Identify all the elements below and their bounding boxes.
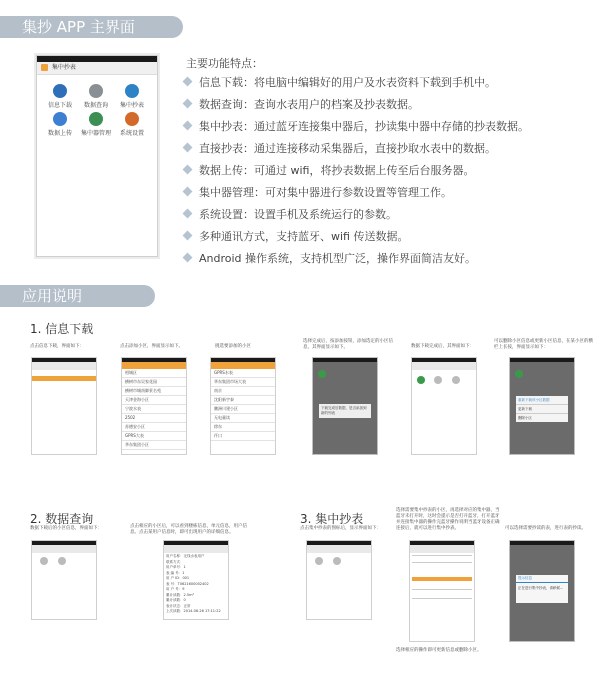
list-item[interactable]: 横树市城南御景名苑 bbox=[122, 387, 186, 396]
orange-row bbox=[412, 577, 472, 581]
screen-step1-6 bbox=[509, 357, 575, 455]
detail-row: 表 编 号：1 bbox=[166, 570, 185, 575]
screen-step1-4 bbox=[312, 357, 378, 455]
icon-label: 集中器管理 bbox=[81, 130, 112, 137]
manage-icon bbox=[89, 112, 103, 126]
step3-caption-1: 点击集中抄表的图标后，显示界面如下： bbox=[300, 526, 381, 531]
list-item[interactable]: 沈阳新宇泰 bbox=[211, 396, 275, 405]
detail-row: 联系方式： bbox=[166, 559, 184, 564]
icon-label: 数据上传 bbox=[47, 130, 72, 137]
list-item[interactable]: 天津金海小区 bbox=[122, 396, 186, 405]
selected-row bbox=[32, 376, 96, 381]
list-item[interactable]: 宁波水表 bbox=[122, 405, 186, 414]
feature-item bbox=[184, 228, 408, 244]
feature-text: 信息下载：将电脑中编辑好的用户及水表资料下载到手机中。 bbox=[199, 76, 496, 89]
list-item[interactable]: GPRS水表 bbox=[211, 369, 275, 378]
feature-item bbox=[184, 118, 529, 134]
diamond-bullet-icon bbox=[183, 99, 193, 109]
screen-step1-5 bbox=[411, 357, 477, 455]
gray-icon bbox=[40, 557, 48, 565]
menu-item[interactable]: 更新下载 bbox=[516, 405, 568, 414]
list-item[interactable]: 华东集团小区 bbox=[122, 441, 186, 450]
feature-text: 数据上传：可通过 wifi，将抄表数据上传至后台服务器。 bbox=[199, 164, 475, 177]
list-item[interactable]: 横树市东吴家花园 bbox=[122, 378, 186, 387]
icon-data-upload[interactable] bbox=[45, 112, 75, 137]
screen-step3-1 bbox=[306, 540, 372, 620]
menu-item[interactable]: 重新下载该小区数据 bbox=[516, 396, 568, 405]
screen-step1-1 bbox=[31, 357, 97, 455]
step1-caption-3: 挑选要添加的小区 bbox=[215, 344, 251, 349]
screen-titlebar bbox=[412, 362, 476, 370]
status-bar bbox=[313, 358, 377, 362]
icon-label: 集中抄表 bbox=[119, 102, 144, 109]
section-header-usage bbox=[0, 285, 155, 307]
screen-titlebar bbox=[32, 362, 96, 370]
screen-step2-1 bbox=[31, 540, 97, 620]
query-icon bbox=[89, 84, 103, 98]
icon-info-download[interactable] bbox=[45, 84, 75, 109]
feature-item bbox=[184, 74, 496, 90]
detail-row: 上次读数：2014-06-26 17:11:22 bbox=[166, 609, 221, 613]
download-icon bbox=[53, 84, 67, 98]
step3-caption-3: 可以选择需要抄读的表，进行表的抄读。 bbox=[505, 526, 586, 531]
detail-row: 用户名称：无线水表用户 bbox=[166, 554, 205, 558]
concentrator-icon bbox=[125, 84, 139, 98]
step1-title: 1. 信息下载 bbox=[30, 322, 94, 336]
feature-item bbox=[184, 250, 476, 266]
icon-label: 信息下载 bbox=[47, 102, 72, 109]
screen-titlebar bbox=[32, 545, 96, 553]
feature-text: 多种通讯方式，支持蓝牙、wifi 传送数据。 bbox=[199, 230, 409, 243]
context-menu bbox=[516, 396, 568, 422]
dialog-text: 正在进行集中抄表，请稍候... bbox=[518, 586, 564, 590]
icon-concentrator-read[interactable] bbox=[117, 84, 147, 109]
list-item[interactable]: 无电量读 bbox=[211, 414, 275, 423]
diamond-bullet-icon bbox=[183, 209, 193, 219]
gray-icon bbox=[452, 376, 460, 384]
upload-icon bbox=[53, 112, 67, 126]
list-item[interactable]: 华东集团市场大表 bbox=[211, 378, 275, 387]
step2-title: 2. 数据查询 bbox=[30, 512, 94, 526]
list-item[interactable]: 徐东 bbox=[211, 423, 275, 432]
list-header bbox=[211, 362, 275, 369]
step1-caption-2: 点击添加小区，界面显示如下。 bbox=[120, 344, 183, 349]
green-icon bbox=[417, 376, 425, 384]
diamond-bullet-icon bbox=[183, 121, 193, 131]
diamond-bullet-icon bbox=[183, 77, 193, 87]
icon-label: 系统设置 bbox=[119, 130, 144, 137]
feature-item bbox=[184, 206, 397, 222]
step2-caption-1: 数据下载后的小区信息，界面如下： bbox=[30, 526, 102, 531]
detail-row: 用 户 号：9 bbox=[166, 587, 185, 591]
screen-titlebar bbox=[307, 545, 371, 553]
screen-step1-3 bbox=[210, 357, 276, 455]
green-icon bbox=[515, 370, 523, 378]
diamond-bullet-icon bbox=[183, 143, 193, 153]
screen-step2-2 bbox=[163, 540, 229, 620]
features-heading bbox=[186, 55, 263, 71]
detail-row: 用户单号：1 bbox=[166, 565, 186, 569]
screen-titlebar bbox=[410, 545, 474, 553]
status-bar bbox=[510, 541, 574, 545]
list-header bbox=[122, 362, 186, 369]
icon-system-settings[interactable] bbox=[117, 112, 147, 137]
dialog-box bbox=[319, 404, 371, 418]
diamond-bullet-icon bbox=[183, 187, 193, 197]
feature-item bbox=[184, 96, 419, 112]
screen-titlebar bbox=[164, 545, 228, 553]
screen-step1-2 bbox=[121, 357, 187, 455]
feature-text: 系统设置：设置手机及系统运行的参数。 bbox=[199, 208, 397, 221]
section-title: 集抄 APP 主界面 bbox=[22, 18, 135, 36]
step1-caption-6: 可以删除小区信息或更新小区信息，在某小区的横栏上长按，界面显示如下： bbox=[494, 339, 593, 350]
step3-caption-4: 选择相应的操作即可更新信息或删除小区。 bbox=[396, 648, 482, 653]
diamond-bullet-icon bbox=[183, 165, 193, 175]
feature-text: 集中器管理：可对集中器进行参数设置等管理工作。 bbox=[199, 186, 452, 199]
gray-icon bbox=[315, 557, 323, 565]
feature-item bbox=[184, 184, 452, 200]
features-heading-text: 主要功能特点： bbox=[186, 57, 263, 70]
diamond-bullet-icon bbox=[183, 253, 193, 263]
app-logo-icon bbox=[41, 64, 48, 71]
gray-icon bbox=[333, 557, 341, 565]
icon-data-query[interactable] bbox=[81, 84, 111, 109]
dialog-text: 下载完成后数据，是否添加到新的列表 bbox=[321, 406, 367, 415]
dialog-title: 提示信息 bbox=[516, 575, 568, 583]
detail-row: 累计读数：2.5m³ bbox=[166, 592, 194, 597]
detail-row: 表计状态：正常 bbox=[166, 603, 191, 608]
progress-dialog bbox=[516, 575, 568, 603]
detail-row: 用 户 ID：001 bbox=[166, 576, 190, 580]
app-title-bar bbox=[37, 62, 157, 75]
section-header-main bbox=[0, 16, 183, 38]
green-icon bbox=[318, 370, 326, 378]
phone-main-screenshot bbox=[36, 55, 158, 257]
list-item[interactable]: GPRS大表 bbox=[122, 432, 186, 441]
step1-caption-5: 数据下载完成后，其界面如下： bbox=[411, 344, 474, 349]
icon-label: 数据查询 bbox=[83, 102, 108, 109]
gray-icon bbox=[434, 376, 442, 384]
screen-step3-3 bbox=[509, 540, 575, 642]
list-item[interactable]: 相城区 bbox=[122, 369, 186, 378]
list-item[interactable]: 仟口 bbox=[211, 432, 275, 441]
icon-concentrator-manage[interactable] bbox=[81, 112, 111, 137]
feature-text: 集中抄表：通过蓝牙连接集中器后，抄读集中器中存储的抄表数据。 bbox=[199, 120, 529, 133]
detail-row: 表 号：T0621600002402 bbox=[166, 581, 209, 586]
feature-text: 数据查询：查询水表用户的档案及抄表数据。 bbox=[199, 98, 419, 111]
status-bar bbox=[510, 358, 574, 362]
app-title: 集中抄表 bbox=[51, 64, 76, 71]
step1-caption-1: 点击信息下载，界面如下： bbox=[30, 344, 84, 349]
menu-item[interactable]: 删除小区 bbox=[518, 416, 532, 420]
feature-item bbox=[184, 162, 474, 178]
settings-icon bbox=[125, 112, 139, 126]
list-item[interactable]: 2502 bbox=[122, 414, 186, 423]
step1-caption-4: 选择完成后，按添加按钮，添加选定的小区信息，其界面显示如下。 bbox=[303, 339, 393, 350]
feature-text: Android 操作系统，支持机型广泛，操作界面简洁友好。 bbox=[199, 252, 477, 265]
user-detail bbox=[164, 553, 228, 616]
detail-row: 累计读数：0 bbox=[166, 598, 186, 602]
step2-caption-2: 点击相应的小区后，可以看到楼栋信息，单元信息，用户信息。点击某用户信息时，即可出现用户的详细信息。 bbox=[130, 524, 247, 535]
step3-title: 3. 集中抄表 bbox=[300, 512, 364, 526]
screen-step3-2 bbox=[409, 540, 475, 642]
gray-icon bbox=[58, 557, 66, 565]
list-item[interactable]: 鹏洲川建小区 bbox=[211, 405, 275, 414]
list-item[interactable]: 南京 bbox=[211, 387, 275, 396]
feature-text: 直接抄表：通过连接移动采集器后，直接抄取水表中的数据。 bbox=[199, 142, 496, 155]
diamond-bullet-icon bbox=[183, 231, 193, 241]
list-item[interactable]: 苏德安小区 bbox=[122, 423, 186, 432]
section-title: 应用说明 bbox=[22, 287, 83, 305]
feature-item bbox=[184, 140, 496, 156]
step3-caption-2: 选择需要集中抄表的小区，再选择对应的集中器，当蓝牙未打开时，这时会提示是否打开蓝牙，打开蓝牙并连接集中器的操作完蓝牙操作说明当蓝牙设备正确连接后，就可以进行集中抄表。 bbox=[396, 508, 500, 531]
